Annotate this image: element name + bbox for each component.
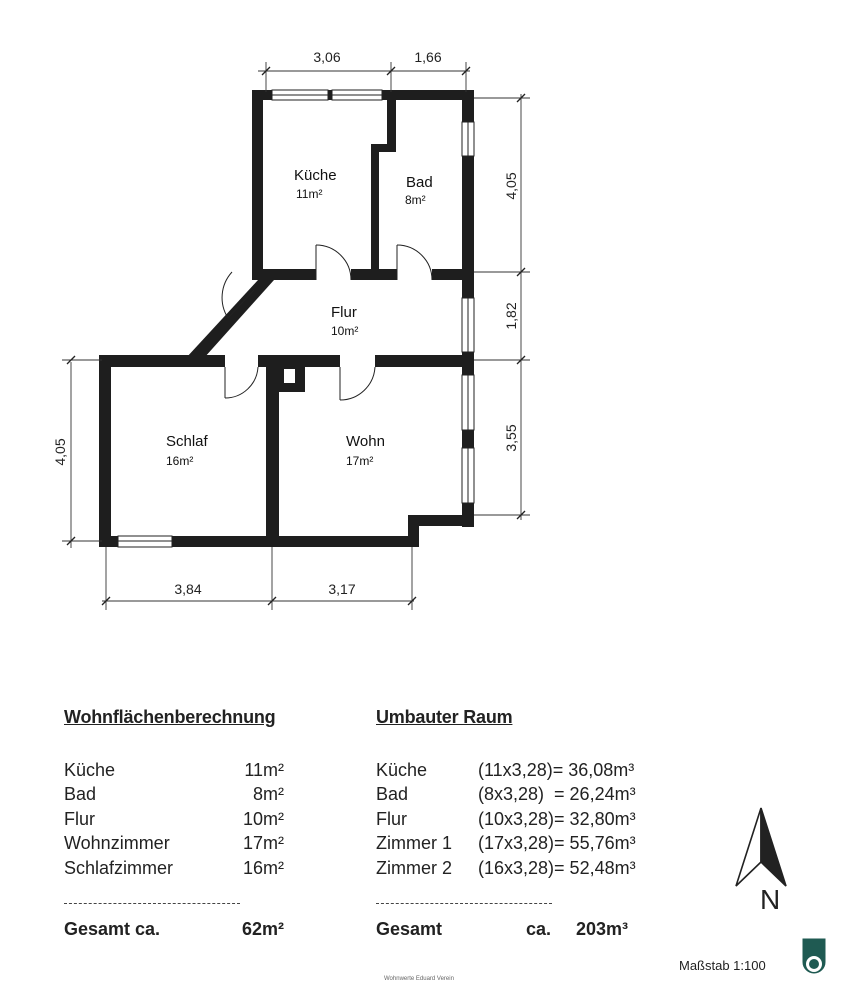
room-schlaf-name: Schlaf bbox=[166, 433, 208, 450]
dim-top-left: 3,06 bbox=[313, 49, 341, 65]
room-wohn-area: 17m² bbox=[346, 454, 374, 468]
row-label: Schlafzimmer bbox=[64, 857, 174, 878]
dim-right-lower: 3,55 bbox=[503, 424, 519, 452]
separator bbox=[376, 903, 552, 904]
row-label: Flur bbox=[376, 808, 407, 829]
umbauter-raum-total bbox=[376, 919, 658, 940]
row-label: Küche bbox=[64, 759, 116, 780]
room-wohn-name: Wohn bbox=[346, 433, 385, 450]
umbauter-raum-heading: Umbauter Raum bbox=[376, 707, 513, 727]
footer-credit: Wohnwerte Eduard Verein bbox=[384, 976, 454, 982]
wohnflaeche-total bbox=[64, 919, 284, 940]
room-kueche-area: 11m² bbox=[296, 187, 323, 201]
north-label: N bbox=[760, 884, 781, 915]
row-value: 11m² bbox=[244, 759, 284, 780]
wohnflaeche-table bbox=[64, 707, 284, 940]
table-row bbox=[376, 807, 658, 832]
total-label: Gesamt bbox=[376, 918, 443, 939]
row-calc: (17x3,28)= 55,76m³ bbox=[478, 833, 636, 854]
separator bbox=[64, 903, 240, 904]
table-row bbox=[376, 758, 658, 783]
total-label: Gesamt ca. bbox=[64, 918, 161, 939]
total-ca: ca. bbox=[526, 918, 552, 939]
table-row bbox=[376, 856, 658, 881]
table-row bbox=[64, 783, 284, 808]
row-label: Wohnzimmer bbox=[64, 833, 170, 854]
total-value: 62m² bbox=[241, 918, 284, 939]
dim-top-right: 1,66 bbox=[414, 49, 442, 65]
room-kueche-name: Küche bbox=[294, 167, 337, 184]
walls bbox=[99, 90, 474, 547]
row-value: 10m² bbox=[242, 808, 284, 829]
row-value: 16m² bbox=[242, 857, 284, 878]
row-label: Zimmer 2 bbox=[376, 857, 452, 878]
row-calc: (11x3,28)= 36,08m³ bbox=[478, 759, 635, 780]
row-label: Bad bbox=[376, 784, 409, 805]
dimension-lines bbox=[62, 62, 530, 610]
dim-bottom-left: 3,84 bbox=[174, 581, 202, 597]
dim-bottom-right: 3,17 bbox=[328, 581, 356, 597]
table-row bbox=[64, 758, 284, 783]
row-label: Zimmer 1 bbox=[376, 833, 452, 854]
row-label: Küche bbox=[376, 759, 428, 780]
windows bbox=[118, 90, 474, 547]
room-flur-name: Flur bbox=[331, 304, 357, 321]
table-row bbox=[64, 832, 284, 857]
dim-right-middle: 1,82 bbox=[503, 302, 519, 330]
row-calc: (16x3,28)= 52,48m³ bbox=[478, 857, 636, 878]
row-label: Bad bbox=[64, 784, 97, 805]
row-value: 17m² bbox=[242, 833, 284, 854]
row-value: 8m² bbox=[253, 784, 284, 805]
table-row bbox=[376, 783, 658, 808]
dim-left: 4,05 bbox=[52, 438, 68, 466]
table-row bbox=[64, 807, 284, 832]
wohnflaeche-heading: Wohnflächenberechnung bbox=[64, 707, 276, 727]
row-label: Flur bbox=[64, 808, 95, 829]
total-value: 203m³ bbox=[576, 918, 629, 939]
room-flur-area: 10m² bbox=[331, 324, 359, 338]
room-bad-name: Bad bbox=[406, 174, 433, 191]
umbauter-raum-table bbox=[376, 707, 658, 940]
scale-label: Maßstab 1:100 bbox=[679, 958, 766, 973]
table-row bbox=[376, 832, 658, 857]
room-bad-area: 8m² bbox=[405, 193, 426, 207]
row-calc: (8x3,28) = 26,24m³ bbox=[478, 784, 636, 805]
company-logo-icon bbox=[802, 938, 826, 976]
table-row bbox=[64, 856, 284, 881]
dim-right-upper: 4,05 bbox=[503, 172, 519, 200]
row-calc: (10x3,28)= 32,80m³ bbox=[478, 808, 636, 829]
room-schlaf-area: 16m² bbox=[166, 454, 194, 468]
